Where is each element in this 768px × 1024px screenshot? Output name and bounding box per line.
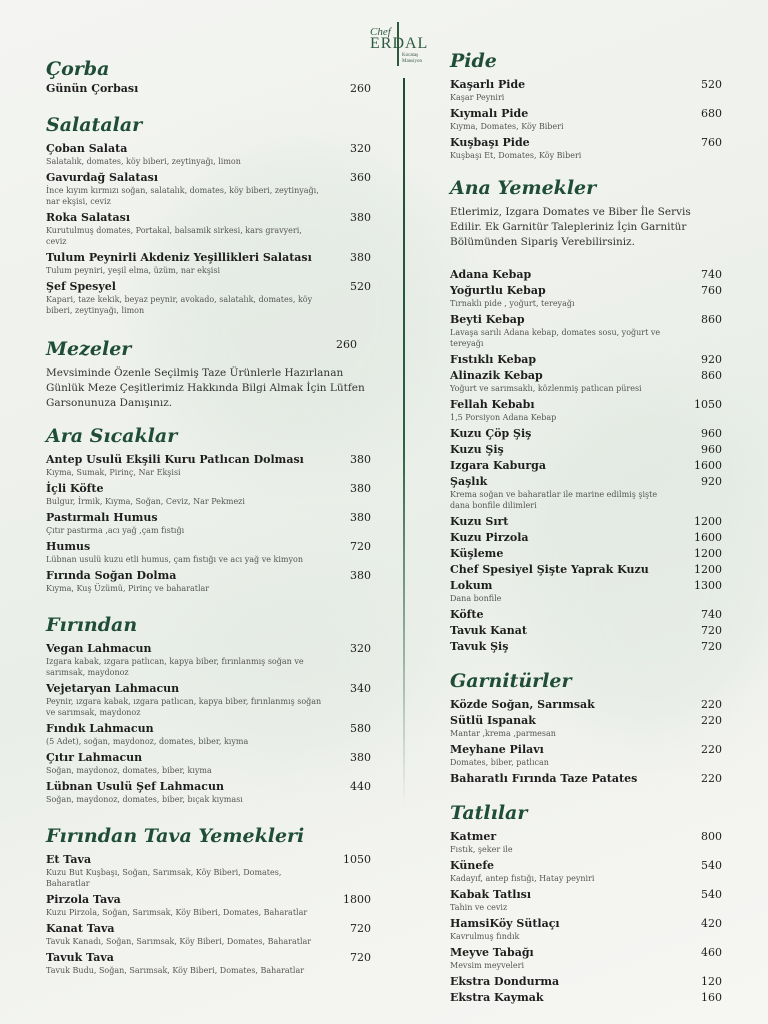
menu-item-description: Kaşar Peyniri [450, 93, 505, 102]
menu-item-description: Tırnaklı pide , yoğurt, tereyağı [450, 299, 575, 308]
menu-item-description: Tulum peyniri, yeşil elma, üzüm, nar ekşisi [46, 266, 221, 275]
menu-item-name: Fındık Lahmacun [46, 722, 154, 735]
menu-item-price: 380 [350, 453, 371, 466]
menu-item [450, 443, 722, 457]
menu-item-description: Mantar ,krema ,parmesan [450, 729, 556, 738]
menu-item-price: 720 [350, 540, 371, 553]
menu-item-price: 380 [350, 211, 371, 224]
menu-item-price: 960 [701, 427, 722, 440]
menu-item-price: 380 [350, 569, 371, 582]
menu-item [450, 284, 722, 309]
menu-item-name: Köfte [450, 608, 484, 621]
menu-item-name: Fellah Kebabı [450, 398, 535, 411]
menu-item-price: 220 [701, 714, 722, 727]
menu-item-price: 520 [350, 280, 371, 293]
menu-item-price: 720 [701, 640, 722, 653]
section-corba [46, 58, 371, 96]
menu-item [46, 642, 371, 678]
menu-item [46, 280, 371, 316]
menu-item-description: Kavrulmuş fındık [450, 932, 520, 941]
menu-item [46, 569, 371, 594]
menu-item-description: Yoğurt ve sarımsaklı, közlenmiş patlıcan püresi [450, 384, 642, 393]
section-intro: Etlerimiz, Izgara Domates ve Biber İle Servis Edilir. Ek Garnitür Talepleriniz İçin Garnitür Bölümünden Sipariş Verebilirsiniz. [450, 206, 691, 248]
menu-item-name: Kuzu Şiş [450, 443, 504, 456]
menu-item-price: 1200 [694, 563, 722, 576]
menu-item [450, 579, 722, 604]
menu-item-name: Şef Spesyel [46, 280, 116, 293]
menu-item-name: Kuzu Pirzola [450, 531, 529, 544]
menu-item-name: Vejetaryan Lahmacun [46, 682, 180, 695]
menu-item-description: Kadayıf, antep fıstığı, Hatay peyniri [450, 874, 595, 883]
menu-item-price: 800 [701, 830, 722, 843]
menu-item [46, 453, 371, 478]
menu-item-price: 220 [701, 743, 722, 756]
menu-item-price: 520 [701, 78, 722, 91]
menu-item-name: Antep Usulü Ekşili Kuru Patlıcan Dolması [46, 453, 304, 466]
menu-item-price: 720 [350, 951, 371, 964]
menu-item [450, 859, 722, 884]
menu-item-name: Pastırmalı Humus [46, 511, 158, 524]
menu-item-description: Kuşbaşı Et, Domates, Köy Biberi [450, 151, 582, 160]
menu-item-description: Kapari, taze kekik, beyaz peynir, avokado, salatalık, domates, köy biberi, zeytinyağı, limon [46, 295, 313, 315]
menu-item-description: Tahin ve ceviz [450, 903, 508, 912]
menu-item [450, 313, 722, 349]
menu-list [46, 642, 371, 805]
menu-item-name: Lokum [450, 579, 493, 592]
menu-item-price: 1050 [343, 853, 371, 866]
menu-item-price: 740 [701, 608, 722, 621]
menu-item-name: Katmer [450, 830, 497, 843]
section-salatalar [46, 114, 371, 316]
menu-item [450, 78, 722, 103]
section-title: Çorba [46, 58, 110, 80]
menu-item-description: Tavuk Kanadı, Soğan, Sarımsak, Köy Biberi, Domates, Baharatlar [46, 937, 312, 946]
section-title: Ara Sıcaklar [46, 425, 178, 447]
section-ana-yemekler [450, 177, 722, 654]
section-title: Fırından Tava Yemekleri [46, 825, 305, 847]
menu-item-price: 1300 [694, 579, 722, 592]
menu-item [450, 975, 722, 989]
menu-item [46, 82, 371, 96]
menu-item [450, 698, 722, 712]
menu-item-price: 340 [350, 682, 371, 695]
menu-list [450, 268, 722, 654]
section-garniturler [450, 670, 722, 786]
menu-item-name: Pirzola Tava [46, 893, 121, 906]
menu-item [450, 353, 722, 367]
menu-item-description: Salatalık, domates, köy biberi, zeytinyağı, limon [46, 157, 241, 166]
menu-item-price: 220 [701, 698, 722, 711]
menu-item-price: 260 [336, 338, 357, 351]
menu-item [450, 946, 722, 971]
menu-item-price: 360 [350, 171, 371, 184]
menu-item-name: Kuzu Çöp Şiş [450, 427, 532, 440]
menu-list [46, 82, 371, 96]
menu-item [450, 427, 722, 441]
menu-item [450, 772, 722, 786]
menu-item-name: Roka Salatası [46, 211, 131, 224]
menu-item-name: Tulum Peynirli Akdeniz Yeşillikleri Salatası [46, 251, 312, 264]
menu-item [450, 991, 722, 1005]
menu-item-price: 380 [350, 482, 371, 495]
menu-item-name: Şaşlık [450, 475, 488, 488]
menu-item-name: Kanat Tava [46, 922, 115, 935]
menu-item [450, 640, 722, 654]
menu-item-name: Gavurdağ Salatası [46, 171, 159, 184]
left-column [46, 58, 371, 980]
menu-item-description: Kıyma, Kuş Üzümü, Pirinç ve baharatlar [46, 584, 210, 593]
logo-erdal: ERDAL [370, 35, 429, 52]
section-title: Garnitürler [450, 670, 572, 692]
menu-item-price: 720 [350, 922, 371, 935]
menu-item-price: 1200 [694, 515, 722, 528]
column-divider [403, 78, 405, 808]
menu-item [450, 136, 722, 161]
menu-item-name: Kaşarlı Pide [450, 78, 526, 91]
menu-item-name: Chef Spesiyel Şişte Yaprak Kuzu [450, 563, 649, 576]
menu-item [450, 547, 722, 561]
menu-item [450, 398, 722, 423]
menu-item-name: Kuzu Sırt [450, 515, 509, 528]
menu-item-name: Alinazik Kebap [450, 369, 543, 382]
menu-item-price: 540 [701, 888, 722, 901]
menu-item [46, 511, 371, 536]
menu-item-name: Tavuk Şiş [450, 640, 509, 653]
menu-item-name: HamsiKöy Sütlaçı [450, 917, 560, 930]
menu-item-description: Peynir, ızgara kabak, ızgara patlıcan, kapya biber, fırınlanmış soğan ve sarımsak, maydonoz [46, 697, 322, 717]
menu-item [46, 251, 371, 276]
menu-item-description: Fıstık, şeker ile [450, 845, 513, 854]
section-intro: Mevsiminde Özenle Seçilmiş Taze Ürünlerle Hazırlanan Günlük Meze Çeşitlerimiz Hakkında Bilgi Almak İçin Lütfen Garsonunuza Danışınız. [46, 367, 365, 409]
menu-item-description: (5 Adet), soğan, maydonoz, domates, biber, kıyma [46, 737, 249, 746]
menu-item-name: Beyti Kebap [450, 313, 525, 326]
menu-item-price: 1600 [694, 459, 722, 472]
section-title: Salatalar [46, 114, 143, 136]
menu-item-price: 1600 [694, 531, 722, 544]
section-firindan-tava [46, 825, 371, 976]
section-title: Mezeler [46, 338, 132, 360]
menu-item [46, 780, 371, 805]
menu-item-name: Kabak Tatlısı [450, 888, 532, 901]
menu-item [46, 211, 371, 247]
menu-item-price: 380 [350, 751, 371, 764]
menu-item [450, 917, 722, 942]
logo-chef: Chef [370, 26, 391, 38]
menu-item-description: Kuzu But Kuşbaşı, Soğan, Sarımsak, Köy Biberi, Domates, Baharatlar [46, 868, 282, 888]
menu-item-description: 1,5 Porsiyon Adana Kebap [450, 413, 557, 422]
menu-item [46, 171, 371, 207]
section-title: Pide [450, 50, 497, 72]
menu-item-price: 860 [701, 313, 722, 326]
menu-item-price: 860 [701, 369, 722, 382]
menu-item [450, 268, 722, 282]
menu-item-name: Günün Çorbası [46, 82, 139, 95]
menu-item-name: Et Tava [46, 853, 92, 866]
menu-item [46, 142, 371, 167]
menu-item [46, 722, 371, 747]
section-ara-sicaklar [46, 425, 371, 594]
menu-item-name: Kıymalı Pide [450, 107, 529, 120]
menu-item-name: Künefe [450, 859, 495, 872]
menu-item [450, 515, 722, 529]
menu-item-price: 760 [701, 284, 722, 297]
menu-item-name: Közde Soğan, Sarımsak [450, 698, 595, 711]
section-mezeler [46, 338, 371, 411]
menu-item [450, 369, 722, 394]
menu-item-price: 1800 [343, 893, 371, 906]
menu-item-name: Sütlü Ispanak [450, 714, 536, 727]
menu-list [46, 453, 371, 594]
menu-item-description: Kıyma, Sumak, Pirinç, Nar Ekşisi [46, 468, 181, 477]
menu-item-name: Çıtır Lahmacun [46, 751, 143, 764]
menu-item-name: Ekstra Kaymak [450, 991, 544, 1004]
menu-item [46, 853, 371, 889]
menu-item-description: İnce kıyım kırmızı soğan, salatalık, domates, köy biberi, zeytinyağı, nar ekşisi, ceviz [46, 186, 319, 206]
menu-item [46, 893, 371, 918]
menu-item-description: Lübnan usulü kuzu etli humus, çam fıstığı ve acı yağ ve kimyon [46, 555, 303, 564]
chef-erdal-logo [368, 22, 432, 70]
menu-item-price: 420 [701, 917, 722, 930]
menu-list [450, 698, 722, 786]
menu-item [450, 714, 722, 739]
menu-item-price: 440 [350, 780, 371, 793]
menu-item-description: Krema soğan ve baharatlar ile marine edilmiş şişte dana bonfile dilimleri [450, 490, 658, 510]
menu-item-price: 120 [701, 975, 722, 988]
menu-item-description: Bulgur, İrmik, Kıyma, Soğan, Ceviz, Nar Pekmezi [46, 497, 245, 506]
menu-item [450, 459, 722, 473]
menu-item-price: 680 [701, 107, 722, 120]
menu-item-price: 1050 [694, 398, 722, 411]
menu-list [450, 830, 722, 1005]
menu-item [46, 751, 371, 776]
section-title: Tatlılar [450, 802, 528, 824]
menu-item-name: Tavuk Kanat [450, 624, 527, 637]
menu-list [46, 853, 371, 976]
menu-item-price: 320 [350, 142, 371, 155]
menu-item-description: Mevsim meyveleri [450, 961, 525, 970]
menu-item [46, 682, 371, 718]
menu-list [46, 142, 371, 316]
menu-item-name: Izgara Kaburga [450, 459, 546, 472]
menu-item [46, 922, 371, 947]
menu-item-name: Fıstıklı Kebap [450, 353, 537, 366]
menu-list [450, 78, 722, 161]
section-tatlilar [450, 802, 722, 1005]
menu-item-name: Küşleme [450, 547, 504, 560]
menu-item-price: 540 [701, 859, 722, 872]
menu-item [450, 888, 722, 913]
menu-item-name: Meyhane Pilavı [450, 743, 544, 756]
menu-item-name: Çoban Salata [46, 142, 128, 155]
menu-item-price: 380 [350, 511, 371, 524]
menu-item-name: Yoğurtlu Kebap [450, 284, 546, 297]
menu-item [450, 608, 722, 622]
menu-item [450, 475, 722, 511]
menu-item [450, 107, 722, 132]
menu-item-price: 920 [701, 353, 722, 366]
menu-item-description: Dana bonfile [450, 594, 502, 603]
section-pide [450, 50, 722, 161]
menu-item [450, 563, 722, 577]
menu-item-name: Humus [46, 540, 91, 553]
menu-item-price: 160 [701, 991, 722, 1004]
menu-item-price: 260 [350, 82, 371, 95]
menu-item [450, 743, 722, 768]
menu-item [46, 482, 371, 507]
menu-item-price: 320 [350, 642, 371, 655]
menu-item-description: Kuzu Pirzola, Soğan, Sarımsak, Köy Biberi, Domates, Baharatlar [46, 908, 308, 917]
menu-item-description: Kıyma, Domates, Köy Biberi [450, 122, 564, 131]
menu-item-description: Soğan, maydonoz, domates, biber, bıçak kıyması [46, 795, 243, 804]
section-title: Ana Yemekler [450, 177, 597, 199]
menu-item-price: 220 [701, 772, 722, 785]
menu-item-name: Meyve Tabağı [450, 946, 534, 959]
menu-item-price: 380 [350, 251, 371, 264]
menu-item [46, 951, 371, 976]
menu-item-name: İçli Köfte [46, 482, 104, 495]
menu-item-name: Tavuk Tava [46, 951, 114, 964]
menu-item-name: Vegan Lahmacun [46, 642, 152, 655]
menu-item [450, 531, 722, 545]
menu-item-description: Tavuk Budu, Soğan, Sarımsak, Köy Biberi, Domates, Baharatlar [46, 966, 305, 975]
menu-item-price: 580 [350, 722, 371, 735]
menu-item [450, 624, 722, 638]
menu-item-name: Ekstra Dondurma [450, 975, 560, 988]
menu-item-name: Kuşbaşı Pide [450, 136, 530, 149]
menu-item-description: Soğan, maydonoz, domates, biber, kıyma [46, 766, 212, 775]
menu-item-price: 1200 [694, 547, 722, 560]
right-column [450, 50, 722, 1007]
menu-item [46, 540, 371, 565]
menu-item-name: Baharatlı Fırında Taze Patates [450, 772, 638, 785]
section-firindan [46, 614, 371, 805]
logo-subtitle: Kocataş Mansiyon [402, 53, 422, 64]
menu-item-name: Adana Kebap [450, 268, 532, 281]
menu-item-name: Lübnan Usulü Şef Lahmacun [46, 780, 224, 793]
section-title: Fırından [46, 614, 138, 636]
menu-item-price: 760 [701, 136, 722, 149]
menu-item-price: 740 [701, 268, 722, 281]
menu-item-price: 720 [701, 624, 722, 637]
menu-item-description: Domates, biber, patlıcan [450, 758, 549, 767]
menu-item-description: Lavaşa sarılı Adana kebap, domates sosu, yoğurt ve tereyağı [450, 328, 661, 348]
menu-item-name: Fırında Soğan Dolma [46, 569, 177, 582]
menu-item-description: Izgara kabak, ızgara patlıcan, kapya biber, fırınlanmış soğan ve sarımsak, maydonoz [46, 657, 304, 677]
menu-item-description: Çıtır pastırma ,acı yağ ,çam fıstığı [46, 526, 185, 535]
menu-item-price: 920 [701, 475, 722, 488]
menu-item-description: Kurutulmuş domates, Portakal, balsamik sirkesi, kars gravyeri, ceviz [46, 226, 302, 246]
menu-item [450, 830, 722, 855]
menu-item-price: 460 [701, 946, 722, 959]
menu-item-price: 960 [701, 443, 722, 456]
